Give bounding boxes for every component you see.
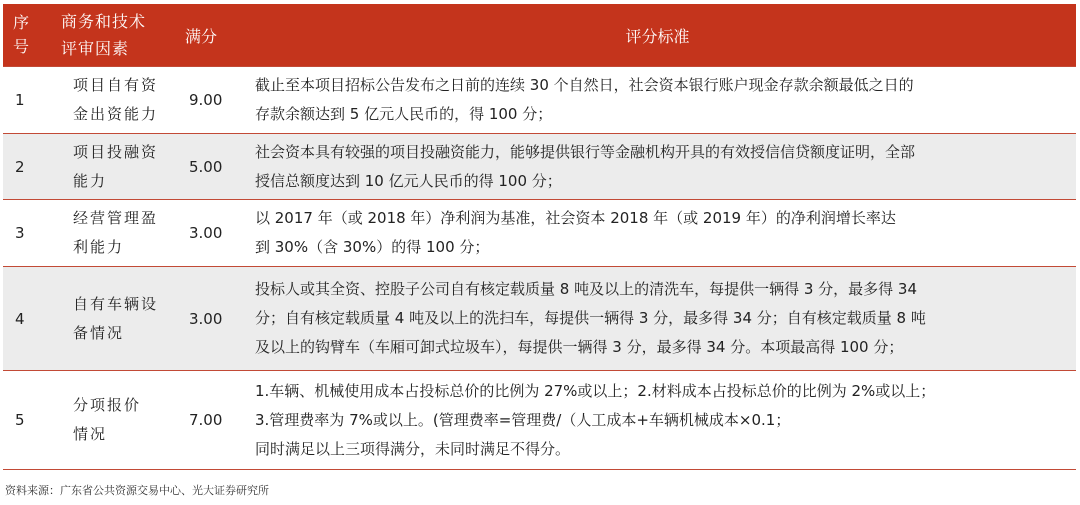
row-score: 7.00 xyxy=(183,371,239,470)
row-seq: 5 xyxy=(3,371,49,470)
row-criteria-line: 同时满足以上三项得满分，未同时满足不得分。 xyxy=(255,439,571,458)
header-seq xyxy=(3,4,49,67)
row-score: 3.00 xyxy=(183,200,239,267)
row-criteria-line: 截止至本项目招标公告发布之日前的连续 30 个自然日，社会资本银行账户现金存款余额最低之日的 xyxy=(255,76,914,94)
row-criteria-line: 投标人或其全资、控股子公司自有核定载质量 8 吨及以上的清洗车，每提供一辆得 3 分，最多得 34 xyxy=(255,280,918,298)
row-factor xyxy=(49,200,183,267)
row-score: 5.00 xyxy=(183,134,239,200)
table-row xyxy=(3,134,1076,200)
row-factor-line: 自有车辆设 xyxy=(73,294,159,313)
table-row xyxy=(3,200,1076,267)
row-factor xyxy=(49,371,183,470)
row-score: 9.00 xyxy=(183,67,239,134)
header-factor-line: 评审因素 xyxy=(61,39,130,58)
row-factor-line: 金出资能力 xyxy=(73,105,159,123)
header-seq-line: 号 xyxy=(13,37,30,56)
header-criteria: 评分标准 xyxy=(239,4,1076,67)
row-criteria xyxy=(239,67,1076,134)
row-seq: 3 xyxy=(3,200,49,267)
row-factor-line: 分项报价 xyxy=(73,396,142,414)
row-factor-line: 能力 xyxy=(73,171,108,190)
row-criteria-line: 社会资本具有较强的项目投融资能力，能够提供银行等金融机构开具的有效授信信贷额度证明，全部 xyxy=(255,142,916,161)
row-criteria-line: 3.管理费率为 7%或以上。(管理费率=管理费/（人工成本+车辆机械成本×0.1； xyxy=(255,410,791,429)
row-criteria xyxy=(239,134,1076,200)
table-row xyxy=(3,267,1076,371)
row-criteria-line: 授信总额度达到 10 亿元人民币的得 100 分； xyxy=(255,171,562,190)
row-factor-line: 情况 xyxy=(73,425,108,443)
row-criteria xyxy=(239,267,1076,371)
row-seq: 4 xyxy=(3,267,49,371)
row-criteria-line: 及以上的钩臂车（车厢可卸式垃圾车），每提供一辆得 3 分，最多得 34 分。本项最高得 100 分； xyxy=(255,338,904,356)
table-row xyxy=(3,371,1076,470)
row-criteria-line: 1.车辆、机械使用成本占投标总价的比例为 27%或以上；2.材料成本占投标总价的比例为 2%或以上； xyxy=(255,381,936,400)
row-seq: 1 xyxy=(3,67,49,134)
row-factor-line: 利能力 xyxy=(73,238,125,256)
table-row xyxy=(3,67,1076,134)
header-seq-line: 序 xyxy=(13,13,30,32)
row-factor xyxy=(49,134,183,200)
header-factor-line: 商务和技术 xyxy=(61,12,147,31)
row-criteria-line: 以 2017 年（或 2018 年）净利润为基准，社会资本 2018 年（或 2019 年）的净利润增长率达 xyxy=(255,209,896,227)
scoring-table-container xyxy=(3,4,1076,470)
row-factor xyxy=(49,67,183,134)
source-note: 资料来源：广东省公共资源交易中心、光大证券研究所 xyxy=(5,484,269,497)
row-factor-line: 项目自有资 xyxy=(73,76,159,94)
row-criteria-line: 到 30%（含 30%）的得 100 分； xyxy=(255,238,490,256)
row-score: 3.00 xyxy=(183,267,239,371)
row-factor-line: 备情况 xyxy=(73,323,125,342)
row-factor xyxy=(49,267,183,371)
row-factor-line: 项目投融资 xyxy=(73,142,159,161)
header-score: 满分 xyxy=(183,4,239,67)
header-factor xyxy=(49,4,183,67)
row-criteria xyxy=(239,371,1076,470)
row-seq: 2 xyxy=(3,134,49,200)
scoring-table xyxy=(3,4,1076,470)
row-criteria xyxy=(239,200,1076,267)
row-criteria-line: 存款余额达到 5 亿元人民币的，得 100 分； xyxy=(255,105,553,123)
row-factor-line: 经营管理盈 xyxy=(73,209,159,227)
row-criteria-line: 分；自有核定载质量 4 吨及以上的洗扫车，每提供一辆得 3 分，最多得 34 分；自有核定载质量 8 吨 xyxy=(255,309,926,327)
table-header-row xyxy=(3,4,1076,67)
